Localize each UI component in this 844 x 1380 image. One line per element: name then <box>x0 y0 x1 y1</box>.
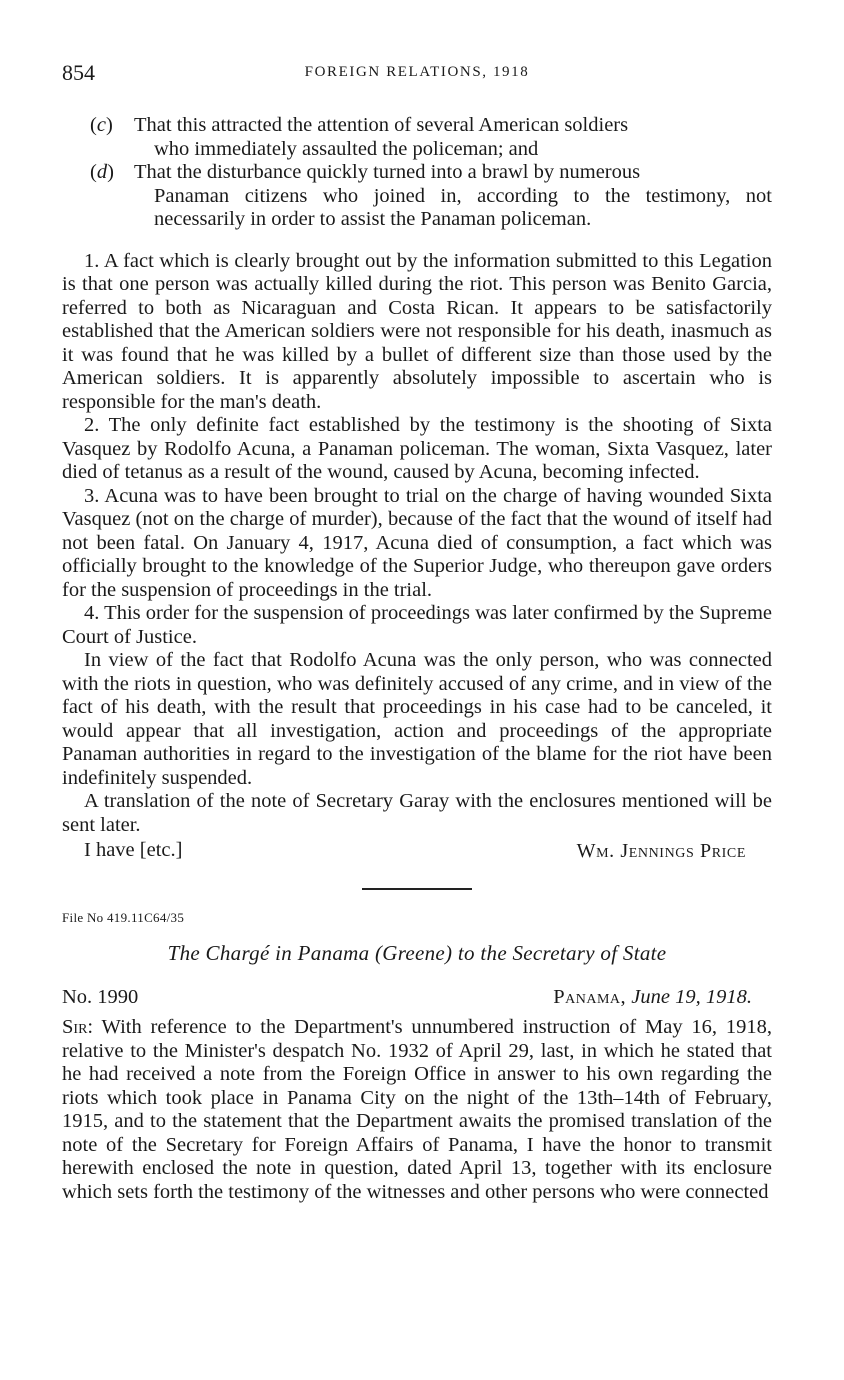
list-marker: (d) <box>90 161 114 183</box>
letter-text: With reference to the Department's unnumbered instruction of May 16, 1918, relative to the Minister's despatch No. 1932 of April 29, last, in which he stated that he had received a note from the Foreign Office in answer to his own regarding the riots which took place in Panama City on the night of the 13th–14th of February, 1915, and to the statement that the Department awaits the promised translation of the note of the Secretary for Foreign Affairs of Panama, I have the honor to transmit herewith enclosed the note in question, dated April 13, together with its enclosure which sets forth the testimony of the witnesses and other persons who were connected <box>62 1016 772 1203</box>
paragraph-4: 4. This order for the suspension of proceedings was later confirmed by the Supreme Court of Justice. <box>62 602 772 648</box>
signature-block <box>62 837 772 863</box>
document-title: The Chargé in Panama (Greene) to the Secretary of State <box>167 941 667 965</box>
paragraph-3: 3. Acuna was to have been brought to trial on the charge of having wounded Sixta Vasquez (not on the charge of murder), because of the fact that the wound of itself had not been fatal. On January 4, 1917, Acuna died of consumption, a fact which was officially brought to the knowledge of the Superior Judge, who thereupon gave orders for the suspension of proceedings in the trial. <box>62 484 772 601</box>
document-page <box>62 60 772 1204</box>
letter-body <box>62 1016 772 1204</box>
dateline <box>62 986 772 1016</box>
place-date <box>553 986 752 1009</box>
list-item-continuation: Panaman citizens who joined in, according to the testimony, not necessarily in order to assist the Panaman policeman. <box>154 184 772 230</box>
list-item-first-line: That the disturbance quickly turned into a brawl by numerous <box>134 161 641 183</box>
signer-name: Wm. Jennings Price <box>576 840 746 862</box>
paragraph-2: 2. The only definite fact established by the testimony is the shooting of Sixta Vasquez by Rodolfo Acuna, a Panaman policeman. The woman, Sixta Vasquez, later died of tetanus as a result of the wound, caused by Acuna, becoming infected. <box>62 414 772 483</box>
closing: I have [etc.] <box>84 839 183 861</box>
file-number: File No 419.11C64/35 <box>62 910 185 925</box>
paragraph-1: 1. A fact which is clearly brought out by the information submitted to this Legation is that one person was actually killed during the riot. This person was Benito Garcia, referred to both as Nicaraguan and Costa Rican. It appears to be satisfactorily established that the American soldiers were not responsible for his death, inasmuch as it was found that he was killed by a bullet of different size than those used by the American soldiers. It is apparently absolutely impossible to ascertain who is responsible for the man's death. <box>62 249 772 413</box>
dateline-city: Panama, <box>553 986 627 1008</box>
running-head <box>62 60 772 92</box>
despatch-number: No. 1990 <box>62 986 139 1008</box>
paragraph-conclusion: In view of the fact that Rodolfo Acuna was the only person, who was connected with the riots in question, who was definitely accused of any crime, and in view of the fact of his death, with the result that proceedings in his case had to be canceled, it would appear that all investigation, action and proceedings of the appropriate Panaman authorities in regard to the investigation of the blame for the riot have been indefinitely suspended. <box>62 649 772 789</box>
salutation: Sir: <box>62 1016 94 1038</box>
dateline-date: June 19, 1918. <box>631 986 752 1008</box>
list-marker: (c) <box>90 114 113 136</box>
list-item-continuation: who immediately assaulted the policeman; and <box>154 137 539 160</box>
running-title: FOREIGN RELATIONS, 1918 <box>304 64 530 80</box>
list-item <box>62 161 772 232</box>
page-number: 854 <box>62 60 95 85</box>
list-item <box>62 114 772 161</box>
lettered-list <box>62 114 772 232</box>
list-item-first-line: That this attracted the attention of several American soldiers <box>134 114 629 136</box>
section-divider <box>362 888 472 890</box>
paragraph-translation: A translation of the note of Secretary Garay with the enclosures mentioned will be sent later. <box>62 790 772 836</box>
